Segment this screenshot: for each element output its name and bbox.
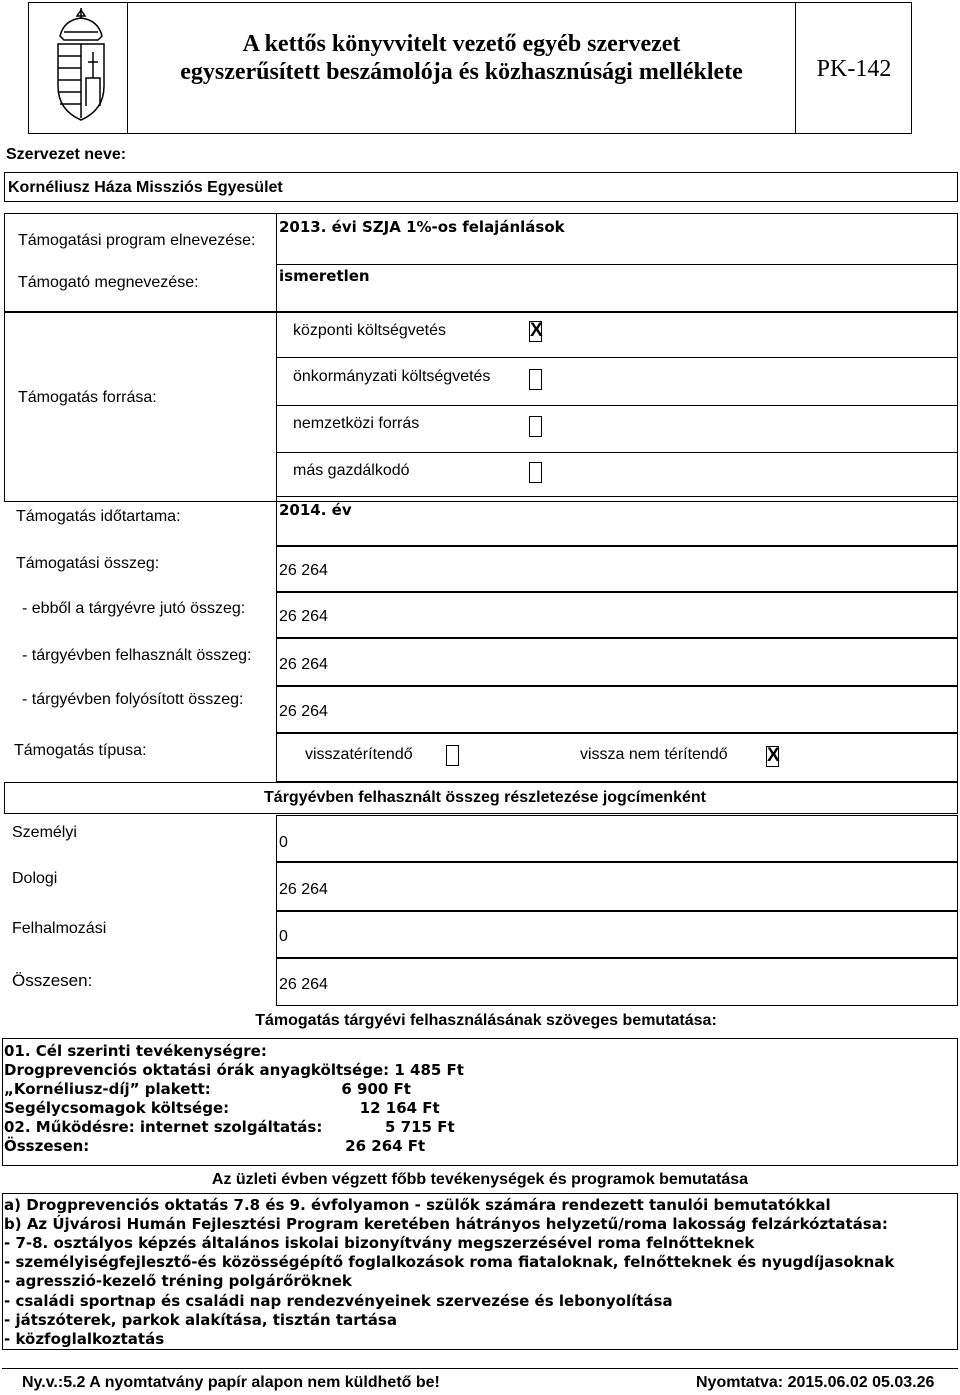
footer-rule: [2, 1368, 958, 1369]
usage-line-5: 02. Működésre: internet szolgáltatás: 5 715 Ft: [4, 1118, 455, 1136]
amount-disbursed-value: 26 264: [279, 703, 328, 720]
org-name-label: Szervezet neve:: [6, 146, 127, 163]
usage-line-6: Összesen: 26 264 Ft: [4, 1137, 426, 1155]
supporter-label: Támogató megnevezése:: [18, 274, 199, 291]
amount-current-year-value: 26 264: [279, 608, 328, 625]
activities-line-4: - személyiségfejlesztő-és közösségépítő foglalkozások roma fiataloknak, felnőtteknek és nyugdíjasoknak: [4, 1253, 895, 1271]
amount-current-year-box: [276, 592, 958, 638]
refundable-label: visszatérítendő: [305, 746, 413, 763]
amount-disbursed-box: [276, 686, 958, 733]
breakdown-capital-value: 0: [279, 928, 288, 945]
source-checkbox-other-business[interactable]: [529, 462, 542, 483]
duration-value: 2014. év: [279, 501, 352, 519]
source-label: Támogatás forrása:: [18, 389, 157, 406]
duration-label: Támogatás időtartama:: [16, 508, 181, 525]
breakdown-material-box: [276, 862, 958, 911]
amount-total-label: Támogatási összeg:: [16, 555, 160, 572]
program-label: Támogatási program elnevezése:: [18, 232, 256, 249]
breakdown-material-value: 26 264: [279, 881, 328, 898]
source-checkbox-municipal-budget[interactable]: [529, 369, 542, 390]
activities-line-1: a) Drogprevenciós oktatás 7.8 és 9. évfolyamon - szülők számára rendezett tanulói bemutatókkal: [4, 1196, 831, 1214]
source-checkbox-central-budget[interactable]: X: [530, 320, 543, 341]
form-code: PK-142: [816, 56, 892, 82]
breakdown-material-label: Dologi: [12, 870, 58, 887]
breakdown-capital-label: Felhalmozási: [12, 920, 107, 937]
duration-value-box: [276, 496, 958, 546]
amount-current-year-label: - ebből a tárgyévre jutó összeg:: [22, 600, 246, 617]
source-divider-1: [276, 357, 958, 358]
nonrefundable-checkbox[interactable]: X: [767, 745, 780, 766]
amount-total-value: 26 264: [279, 562, 328, 579]
amount-disbursed-label: - tárgyévben folyósított összeg:: [22, 691, 244, 708]
breakdown-total-value: 26 264: [279, 976, 328, 993]
breakdown-title: Tárgyévben felhasznált összeg részletezése jogcímenként: [264, 789, 706, 806]
activities-line-5: - agresszió-kezelő tréning polgárőröknek: [4, 1272, 352, 1290]
source-option-international: nemzetközi forrás: [293, 415, 420, 432]
footer-print-date: Nyomtatva: 2015.06.02 05.03.26: [696, 1374, 935, 1391]
activities-line-7: - játszóterek, parkok alakítása, tisztán tartása: [4, 1311, 397, 1329]
activities-line-3: - 7-8. osztályos képzés általános iskolai bizonyítvány megszerzésével roma felnőtteknek: [4, 1234, 755, 1252]
activities-line-6: - családi sportnap és családi nap rendezvényeinek szervezése és lebonyolítása: [4, 1292, 673, 1310]
breakdown-total-box: [276, 958, 958, 1006]
breakdown-personnel-box: [276, 815, 958, 862]
source-checkbox-international[interactable]: [529, 416, 542, 437]
amount-used-label: - tárgyévben felhasznált összeg:: [22, 647, 252, 664]
usage-line-1: 01. Cél szerinti tevékenységre:: [4, 1042, 267, 1060]
usage-line-3: „Kornéliusz-díj” plakett: 6 900 Ft: [4, 1080, 411, 1098]
org-name-value: Kornéliusz Háza Missziós Egyesület: [8, 179, 283, 196]
activities-title: Az üzleti évben végzett főbb tevékenységek és programok bemutatása: [211, 1171, 749, 1188]
source-option-other-business: más gazdálkodó: [293, 462, 410, 479]
form-title-line2: egyszerűsített beszámolója és közhasznúsági melléklete: [180, 59, 743, 85]
footer-version-note: Ny.v.:5.2 A nyomtatvány papír alapon nem küldhető be!: [22, 1374, 440, 1391]
supporter-value: ismeretlen: [279, 267, 370, 285]
refundable-checkbox[interactable]: [446, 745, 459, 766]
source-divider-2: [276, 405, 958, 406]
breakdown-capital-box: [276, 911, 958, 958]
activities-line-8: - közfoglalkoztatás: [4, 1330, 165, 1348]
usage-line-2: Drogprevenciós oktatási órák anyagköltsége: 1 485 Ft: [4, 1061, 464, 1079]
breakdown-personnel-label: Személyi: [12, 824, 77, 841]
activities-line-2: b) Az Újvárosi Humán Fejlesztési Program keretében hátrányos helyzetű/roma lakosság felzárkóztatása:: [4, 1215, 888, 1233]
amount-used-value: 26 264: [279, 656, 328, 673]
source-option-municipal-budget: önkormányzati költségvetés: [293, 368, 491, 385]
source-divider-3: [276, 452, 958, 453]
program-divider: [276, 264, 958, 265]
source-option-central-budget: központi költségvetés: [293, 322, 446, 339]
form-title-line1: A kettős könyvvitelt vezető egyéb szervezet: [242, 31, 681, 57]
amount-used-box: [276, 638, 958, 686]
amount-total-box: [276, 546, 958, 592]
usage-line-4: Segélycsomagok költsége: 12 164 Ft: [4, 1099, 440, 1117]
breakdown-personnel-value: 0: [279, 834, 288, 851]
nonrefundable-label: vissza nem térítendő: [580, 746, 728, 763]
support-type-label: Támogatás típusa:: [14, 742, 147, 759]
breakdown-total-label: Összesen:: [12, 971, 93, 990]
program-value: 2013. évi SZJA 1%-os felajánlások: [279, 218, 565, 236]
usage-title: Támogatás tárgyévi felhasználásának szöveges bemutatása:: [255, 1012, 717, 1029]
coat-of-arms-icon: [50, 6, 112, 124]
